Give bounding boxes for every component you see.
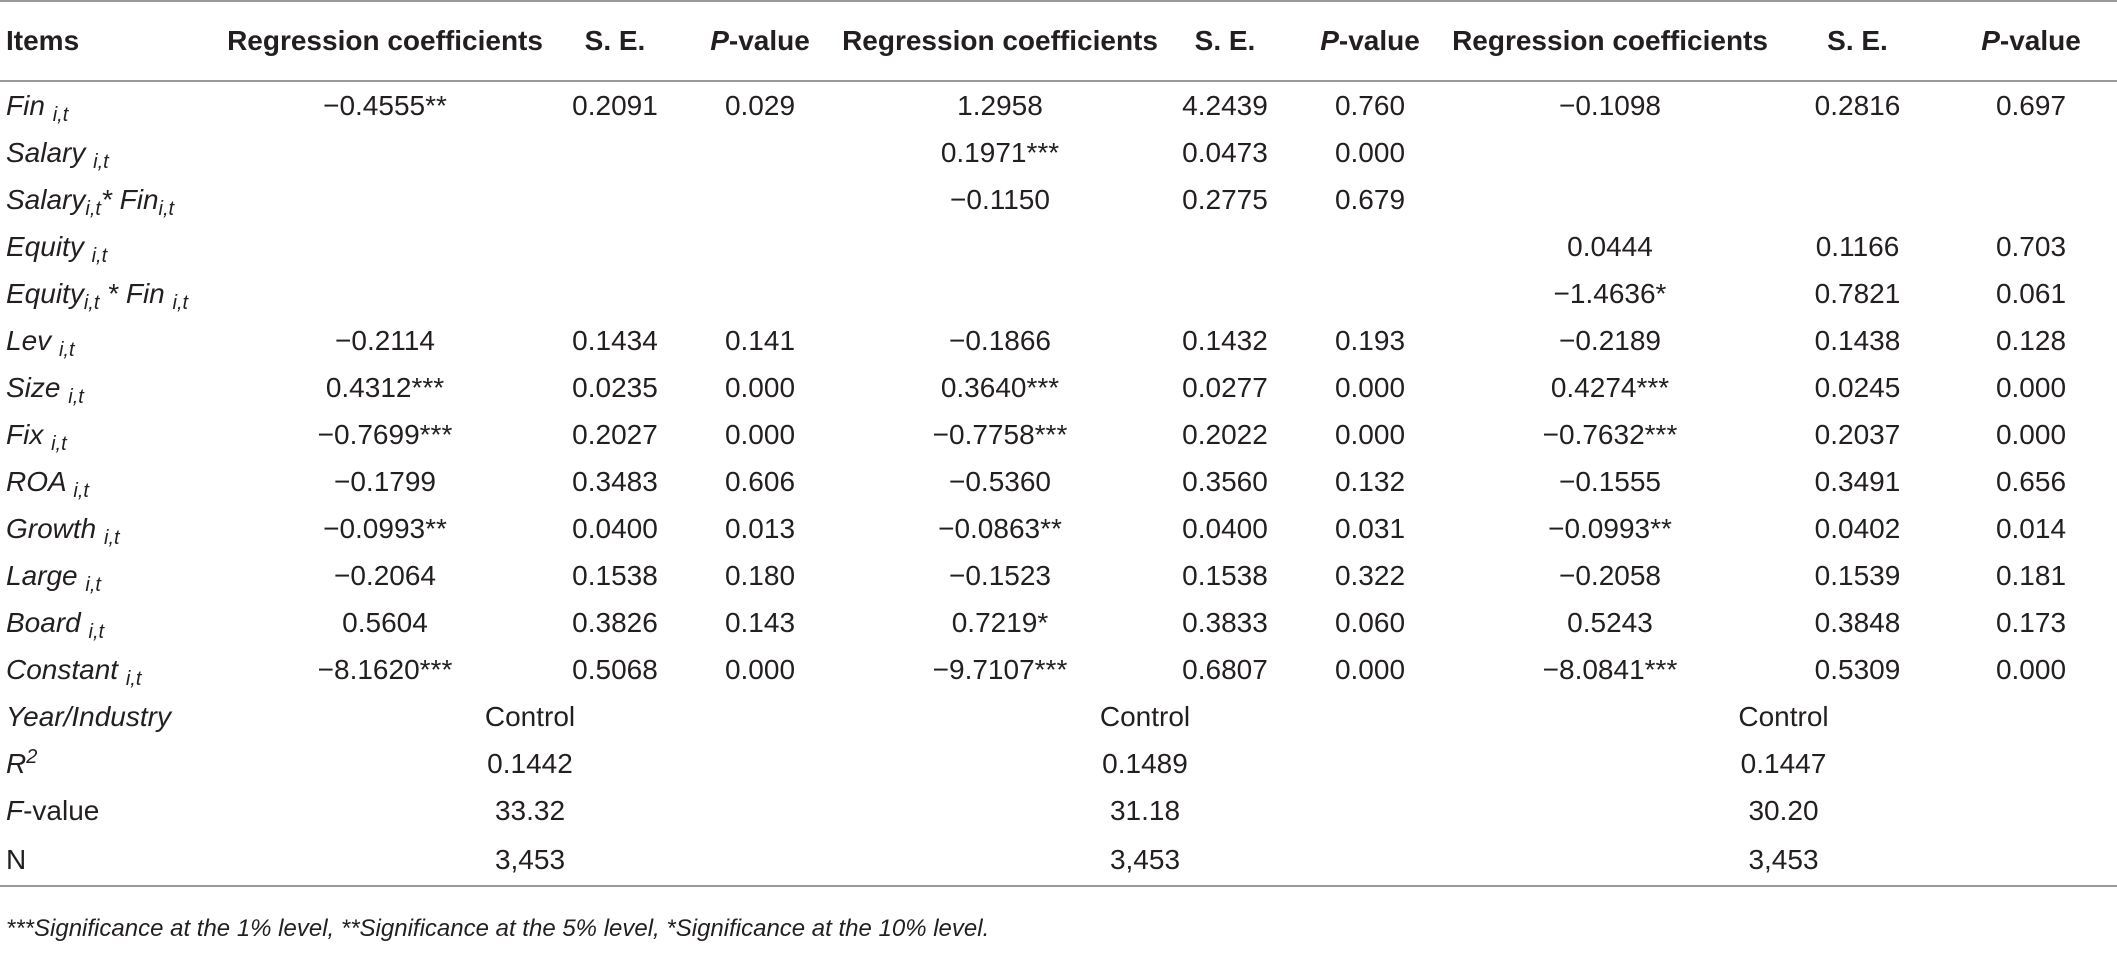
coef-1: [220, 129, 550, 176]
p-1: [680, 129, 840, 176]
table-row: [0, 646, 2117, 693]
se-1: 0.0400: [572, 512, 658, 544]
p-3: [1945, 176, 2117, 223]
p-3: 0.128: [1995, 324, 2067, 356]
se-1: [550, 270, 680, 317]
se-3: 0.1539: [1814, 559, 1901, 591]
p-2: 0.000: [1334, 136, 1406, 168]
n-2: 3,453: [840, 834, 1450, 886]
se-1: 0.1538: [572, 559, 658, 591]
p-1: [680, 176, 840, 223]
se-1: 0.1434: [572, 324, 658, 356]
se-3: 0.1166: [1815, 230, 1900, 262]
p-1: 0.143: [724, 606, 796, 638]
p-3: 0.697: [1995, 89, 2067, 121]
year-control-2: Control: [1099, 700, 1191, 732]
row-label: Equity $_{i,t}$: [6, 230, 108, 267]
p-3: [1945, 129, 2117, 176]
row-label: N: [0, 834, 220, 886]
se-2: 0.3560: [1182, 465, 1268, 497]
f-1: 33.32: [494, 794, 566, 826]
coef-1: [220, 176, 550, 223]
coef-2: −0.5360: [949, 465, 1051, 497]
p-2: 0.000: [1334, 371, 1406, 403]
year-industry-row: [0, 693, 2117, 740]
se-1: 0.0235: [572, 371, 658, 403]
se-3: 0.5309: [1814, 653, 1901, 685]
table-row: [0, 270, 2117, 317]
p-2: 0.760: [1334, 89, 1406, 121]
table-row: [0, 505, 2117, 552]
row-label: Equity$_{i,t}$ * Fin $_{i,t}$: [6, 277, 189, 314]
se-1: 0.2027: [572, 418, 658, 450]
coef-2: 0.1971***: [940, 136, 1060, 168]
table-row: [0, 129, 2117, 176]
p-2: 0.193: [1334, 324, 1406, 356]
se-2: 0.0277: [1182, 371, 1268, 403]
coef-2: −0.7758***: [932, 418, 1068, 450]
coef-3: 0.4274***: [1550, 371, 1670, 403]
table-row: [0, 411, 2117, 458]
p-2: [1290, 223, 1450, 270]
coef-3: −0.0993**: [1548, 512, 1672, 544]
coef-3: −0.1555: [1559, 465, 1661, 497]
p-3: 0.656: [1995, 465, 2067, 497]
p-1: 0.013: [724, 512, 796, 544]
p-2: 0.000: [1334, 418, 1406, 450]
coef-2: −0.1150: [950, 183, 1050, 215]
coef-header-1: Regression coefficients: [220, 1, 550, 81]
p-header-1: [680, 1, 840, 81]
se-1: 0.2091: [572, 89, 658, 121]
table-row: [0, 176, 2117, 223]
coef-1: [220, 223, 550, 270]
se-3: 0.0402: [1814, 512, 1901, 544]
p-1: 0.000: [724, 653, 796, 685]
se-3: [1770, 176, 1945, 223]
se-2: 0.6807: [1182, 653, 1268, 685]
se-2: 0.2022: [1182, 418, 1268, 450]
se-2: 0.1538: [1182, 559, 1268, 591]
se-1: [550, 223, 680, 270]
coef-1: −0.7699***: [317, 418, 453, 450]
coef-3: −0.1098: [1559, 89, 1661, 121]
p-3: 0.000: [1995, 418, 2067, 450]
coef-3: [1450, 176, 1770, 223]
se-3: [1770, 129, 1945, 176]
se-3: 0.2816: [1814, 89, 1901, 121]
p-header-italic: P: [1981, 25, 2000, 56]
n-3: 3,453: [1450, 834, 2117, 886]
f-value-row: [0, 787, 2117, 834]
coef-1: 0.5604: [342, 606, 428, 638]
p-2: 0.322: [1334, 559, 1406, 591]
p-3: 0.181: [1995, 559, 2067, 591]
coef-2: [840, 270, 1160, 317]
table-row: [0, 552, 2117, 599]
p-2: 0.031: [1334, 512, 1406, 544]
n-row: [0, 834, 2117, 886]
coef-2: [840, 223, 1160, 270]
p-2: 0.679: [1334, 183, 1406, 215]
p-header-rest: -value: [1999, 25, 2081, 56]
se-1: 0.3483: [572, 465, 658, 497]
row-label: Size $_{i,t}$: [6, 371, 84, 408]
p-3: 0.000: [1995, 653, 2067, 685]
coef-1: −0.2114: [335, 324, 435, 356]
se-2: 4.2439: [1182, 89, 1268, 121]
table-row: [0, 223, 2117, 270]
p-3: 0.061: [1995, 277, 2067, 309]
se-2: 0.2775: [1182, 183, 1268, 215]
p-1: [680, 270, 840, 317]
se-2: [1160, 270, 1290, 317]
coef-2: 1.2958: [957, 89, 1043, 121]
coef-1: −0.0993**: [323, 512, 447, 544]
row-label: Lev $_{i,t}$: [6, 324, 75, 361]
se-3: 0.1438: [1814, 324, 1901, 356]
p-1: 0.000: [724, 418, 796, 450]
r2-2: 0.1489: [1102, 747, 1188, 779]
coef-2: −0.1866: [949, 324, 1051, 356]
se-1: 0.5068: [572, 653, 658, 685]
coef-3: 0.0444: [1567, 230, 1653, 262]
row-label: Board $_{i,t}$: [6, 606, 105, 643]
coef-1: [220, 270, 550, 317]
r-squared-row: [0, 740, 2117, 787]
coef-3: [1450, 129, 1770, 176]
p-3: 0.014: [1995, 512, 2067, 544]
coef-1: −0.2064: [334, 559, 436, 591]
table-row: [0, 317, 2117, 364]
p-header-italic: P: [1320, 25, 1339, 56]
p-header-italic: P: [710, 25, 729, 56]
p-header-rest: -value: [728, 25, 810, 56]
coef-1: −0.1799: [334, 465, 436, 497]
se-3: 0.3848: [1814, 606, 1901, 638]
p-2: 0.000: [1334, 653, 1406, 685]
table-footnote: ***Significance at the 1% level, **Significance at the 5% level, *Significance at the 10% level.: [6, 915, 990, 942]
p-2: 0.060: [1334, 606, 1406, 638]
coef-3: −0.2189: [1559, 324, 1661, 356]
se-header-1: S. E.: [550, 1, 680, 81]
r2-1: 0.1442: [487, 747, 573, 779]
row-label: Constant $_{i,t}$: [6, 653, 142, 690]
p-1: 0.606: [724, 465, 796, 497]
se-2: 0.0473: [1182, 136, 1268, 168]
table-row: [0, 81, 2117, 129]
p-3: 0.173: [1995, 606, 2067, 638]
p-1: 0.141: [724, 324, 796, 356]
row-label: Fix $_{i,t}$: [6, 418, 67, 455]
n-1: 3,453: [220, 834, 840, 886]
f-3: 30.20: [1748, 794, 1819, 826]
p-header-rest: -value: [1338, 25, 1420, 56]
row-label: Salary $_{i,t}$: [6, 136, 109, 173]
p-2: [1290, 270, 1450, 317]
coef-3: −0.7632***: [1542, 418, 1678, 450]
row-label: ROA $_{i,t}$: [6, 465, 89, 502]
p-header-2: [1290, 1, 1450, 81]
se-1: 0.3826: [572, 606, 658, 638]
se-1: [550, 176, 680, 223]
se-2: 0.3833: [1182, 606, 1268, 638]
se-3: 0.7821: [1814, 277, 1901, 309]
coef-2: −9.7107***: [932, 653, 1068, 685]
row-label: Year/Industry: [6, 700, 171, 732]
f-2: 31.18: [1109, 794, 1181, 826]
coef-3: −8.0841***: [1542, 653, 1678, 685]
se-2: 0.0400: [1182, 512, 1268, 544]
se-1: [550, 129, 680, 176]
r2-3: 0.1447: [1740, 747, 1827, 779]
row-label: $R^2$: [6, 745, 38, 779]
coef-3: −0.2058: [1559, 559, 1661, 591]
p-1: 0.029: [724, 89, 796, 121]
coef-2: 0.3640***: [940, 371, 1060, 403]
coef-1: 0.4312***: [325, 371, 445, 403]
p-header-3: [1945, 1, 2117, 81]
coef-3: 0.5243: [1567, 606, 1653, 638]
p-3: 0.703: [1995, 230, 2067, 262]
p-1: [680, 223, 840, 270]
row-label: Fin $_{i,t}$: [6, 89, 69, 126]
coef-3: −1.4636*: [1553, 277, 1667, 309]
header-row: [0, 1, 2117, 81]
coef-1: −0.4555**: [323, 89, 447, 121]
table-row: [0, 599, 2117, 646]
coef-2: −0.0863**: [938, 512, 1062, 544]
se-3: 0.2037: [1814, 418, 1901, 450]
se-header-2: S. E.: [1160, 1, 1290, 81]
p-2: 0.132: [1334, 465, 1406, 497]
year-control-1: Control: [484, 700, 576, 732]
p-1: 0.000: [724, 371, 796, 403]
coef-header-3: Regression coefficients: [1450, 1, 1770, 81]
se-3: 0.3491: [1814, 465, 1901, 497]
row-label: F-value: [6, 794, 100, 826]
coef-2: 0.7219*: [951, 606, 1049, 638]
p-3: 0.000: [1995, 371, 2067, 403]
p-1: 0.180: [724, 559, 796, 591]
table-row: [0, 458, 2117, 505]
items-header: Items: [0, 1, 220, 81]
row-label: Salary$_{i,t}$* Fin$_{i,t}$: [6, 183, 175, 220]
table-row: [0, 364, 2117, 411]
coef-1: −8.1620***: [317, 653, 453, 685]
se-2: 0.1432: [1182, 324, 1268, 356]
row-label: Large $_{i,t}$: [6, 559, 101, 596]
row-label: Growth $_{i,t}$: [6, 512, 120, 549]
coef-header-2: Regression coefficients: [840, 1, 1160, 81]
coef-2: −0.1523: [949, 559, 1051, 591]
se-header-3: S. E.: [1770, 1, 1945, 81]
se-2: [1160, 223, 1290, 270]
se-3: 0.0245: [1814, 371, 1901, 403]
year-control-3: Control: [1738, 700, 1829, 732]
